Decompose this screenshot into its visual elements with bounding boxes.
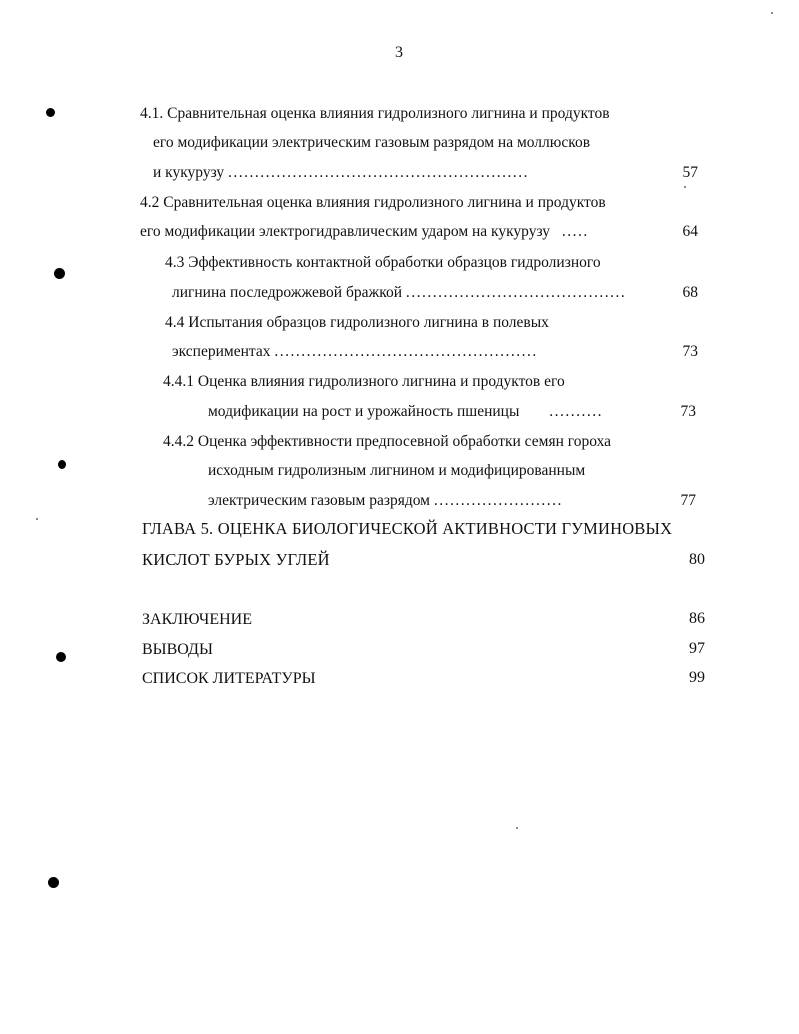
toc-findings-label: ВЫВОДЫ [142, 641, 213, 658]
toc-4-4-2-line3-text: электрическим газовым разрядом [208, 492, 430, 509]
toc-4-4-2-line2: исходным гидролизным лигнином и модифицированным [208, 462, 586, 479]
scan-speck [684, 186, 686, 188]
toc-4-2-line1: 4.2 Сравнительная оценка влияния гидролизного лигнина и продуктов [140, 194, 606, 211]
binder-mark-2 [54, 268, 65, 279]
toc-4-1-line2: его модификации электрическим газовым разрядом на моллюсков [153, 134, 591, 151]
toc-4-2-page: 64 [682, 223, 698, 240]
toc-references-label: СПИСОК ЛИТЕРАТУРЫ [142, 670, 316, 687]
scan-speck [516, 827, 518, 829]
toc-4-4-line1: 4.4 Испытания образцов гидролизного лигнина в полевых [165, 314, 549, 331]
toc-chapter-5-line2: КИСЛОТ БУРЫХ УГЛЕЙ [142, 550, 330, 569]
toc-4-3-line2-text: лигнина последрожжевой бражкой [172, 284, 402, 301]
toc-4-1-leader: ........................................................ [228, 164, 530, 181]
toc-4-4-line2 [172, 342, 538, 362]
binder-mark-3 [58, 460, 66, 469]
binder-mark-5 [48, 877, 59, 888]
toc-conclusion-page: 86 [689, 610, 705, 627]
toc-4-4-1-page: 73 [680, 403, 696, 420]
toc-4-4-2-page: 77 [680, 492, 696, 509]
toc-4-4-leader: ................................................. [274, 343, 538, 360]
toc-4-4-1-line1: 4.4.1 Оценка влияния гидролизного лигнина и продуктов его [163, 373, 565, 390]
toc-4-4-1-line2 [208, 402, 603, 422]
binder-mark-1 [46, 108, 55, 117]
toc-4-4-line2-text: экспериментах [172, 343, 271, 360]
toc-4-1-line1: 4.1. Сравнительная оценка влияния гидролизного лигнина и продуктов [140, 105, 610, 122]
toc-4-2-line2 [140, 222, 589, 242]
page-number: 3 [395, 44, 403, 61]
toc-4-4-1-leader: .......... [549, 403, 604, 420]
toc-4-3-page: 68 [682, 284, 698, 301]
toc-4-4-2-line1: 4.4.2 Оценка эффективности предпосевной обработки семян гороха [163, 433, 612, 450]
toc-4-3-leader: ......................................... [405, 284, 627, 301]
toc-4-4-1-line2-text: модификации на рост и урожайность пшеницы [208, 403, 520, 420]
toc-references-page: 99 [689, 669, 705, 686]
toc-4-4-2-leader: ........................ [433, 492, 563, 509]
scan-speck [771, 12, 773, 14]
toc-4-1-page: 57 [682, 164, 698, 181]
toc-4-3-line1: 4.3 Эффективность контактной обработки образцов гидролизного [165, 254, 601, 271]
toc-4-1-line3 [153, 163, 529, 183]
toc-4-2-line2-text: его модификации электрогидравлическим ударом на кукурузу [140, 223, 551, 240]
toc-chapter-5-line1: ГЛАВА 5. ОЦЕНКА БИОЛОГИЧЕСКОЙ АКТИВНОСТИ ГУМИНОВЫХ [142, 519, 673, 538]
toc-4-2-leader: ..... [561, 223, 589, 240]
toc-chapter-5-page: 80 [689, 551, 705, 568]
binder-mark-4 [56, 652, 66, 662]
toc-4-1-line3-text: и кукурузу [153, 164, 225, 181]
scan-speck [36, 518, 38, 520]
toc-findings-page: 97 [689, 640, 705, 657]
toc-4-4-page: 73 [682, 343, 698, 360]
toc-4-4-2-line3 [208, 491, 563, 511]
toc-4-3-line2 [172, 283, 626, 303]
toc-conclusion-label: ЗАКЛЮЧЕНИЕ [142, 611, 252, 628]
